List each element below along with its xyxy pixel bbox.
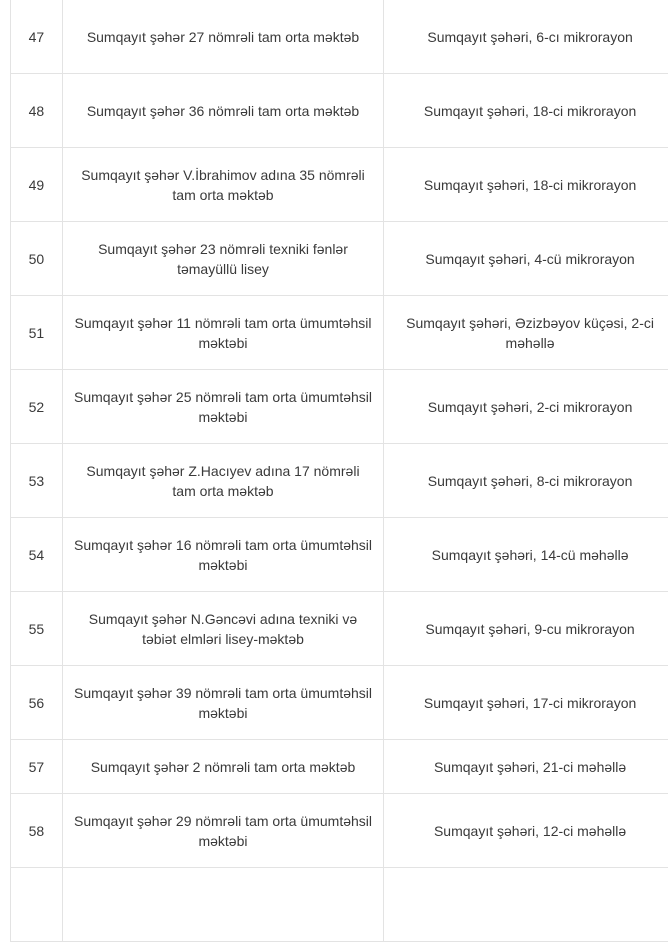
table-row [11, 74, 668, 148]
row-number: 47 [11, 0, 63, 74]
schools-table [10, 0, 668, 942]
row-number: 57 [11, 740, 63, 794]
school-name: Sumqayıt şəhər 11 nömrəli tam orta ümumtəhsil məktəbi [62, 296, 383, 370]
row-number: 58 [11, 794, 63, 868]
school-name: Sumqayıt şəhər 27 nömrəli tam orta məktəb [62, 0, 383, 74]
table-row [11, 666, 668, 740]
school-address: Sumqayıt şəhəri, 14-cü məhəllə [384, 518, 668, 592]
school-address: Sumqayıt şəhəri, 21-ci məhəllə [384, 740, 668, 794]
table-row [11, 370, 668, 444]
table-row [11, 444, 668, 518]
school-name [62, 868, 383, 942]
row-number [11, 868, 63, 942]
school-name: Sumqayıt şəhər N.Gəncəvi adına texniki və təbiət elmləri lisey-məktəb [62, 592, 383, 666]
table-row [11, 794, 668, 868]
school-address: Sumqayıt şəhəri, 8-ci mikrorayon [384, 444, 668, 518]
school-address: Sumqayıt şəhəri, 18-ci mikrorayon [384, 148, 668, 222]
school-address: Sumqayıt şəhəri, 18-ci mikrorayon [384, 74, 668, 148]
school-name: Sumqayıt şəhər 36 nömrəli tam orta məktəb [62, 74, 383, 148]
table-row [11, 148, 668, 222]
table-row [11, 296, 668, 370]
row-number: 56 [11, 666, 63, 740]
school-address: Sumqayıt şəhəri, 9-cu mikrorayon [384, 592, 668, 666]
school-address: Sumqayıt şəhəri, 12-ci məhəllə [384, 794, 668, 868]
table-row [11, 0, 668, 74]
row-number: 49 [11, 148, 63, 222]
school-address: Sumqayıt şəhəri, 2-ci mikrorayon [384, 370, 668, 444]
row-number: 55 [11, 592, 63, 666]
table-row [11, 868, 668, 942]
school-name: Sumqayıt şəhər Z.Hacıyev adına 17 nömrəli tam orta məktəb [62, 444, 383, 518]
school-name: Sumqayıt şəhər V.İbrahimov adına 35 nömrəli tam orta məktəb [62, 148, 383, 222]
row-number: 51 [11, 296, 63, 370]
table-row [11, 518, 668, 592]
school-name: Sumqayıt şəhər 39 nömrəli tam orta ümumtəhsil məktəbi [62, 666, 383, 740]
school-address: Sumqayıt şəhəri, Əzizbəyov küçəsi, 2-ci məhəllə [384, 296, 668, 370]
school-name: Sumqayıt şəhər 2 nömrəli tam orta məktəb [62, 740, 383, 794]
school-name: Sumqayıt şəhər 25 nömrəli tam orta ümumtəhsil məktəbi [62, 370, 383, 444]
school-name: Sumqayıt şəhər 16 nömrəli tam orta ümumtəhsil məktəbi [62, 518, 383, 592]
school-address: Sumqayıt şəhəri, 4-cü mikrorayon [384, 222, 668, 296]
school-address [384, 868, 668, 942]
table-row [11, 222, 668, 296]
school-name: Sumqayıt şəhər 23 nömrəli texniki fənlər təmayüllü lisey [62, 222, 383, 296]
row-number: 53 [11, 444, 63, 518]
table-row [11, 740, 668, 794]
school-address: Sumqayıt şəhəri, 6-cı mikrorayon [384, 0, 668, 74]
row-number: 52 [11, 370, 63, 444]
table-row [11, 592, 668, 666]
row-number: 48 [11, 74, 63, 148]
row-number: 54 [11, 518, 63, 592]
school-address: Sumqayıt şəhəri, 17-ci mikrorayon [384, 666, 668, 740]
school-name: Sumqayıt şəhər 29 nömrəli tam orta ümumtəhsil məktəbi [62, 794, 383, 868]
row-number: 50 [11, 222, 63, 296]
